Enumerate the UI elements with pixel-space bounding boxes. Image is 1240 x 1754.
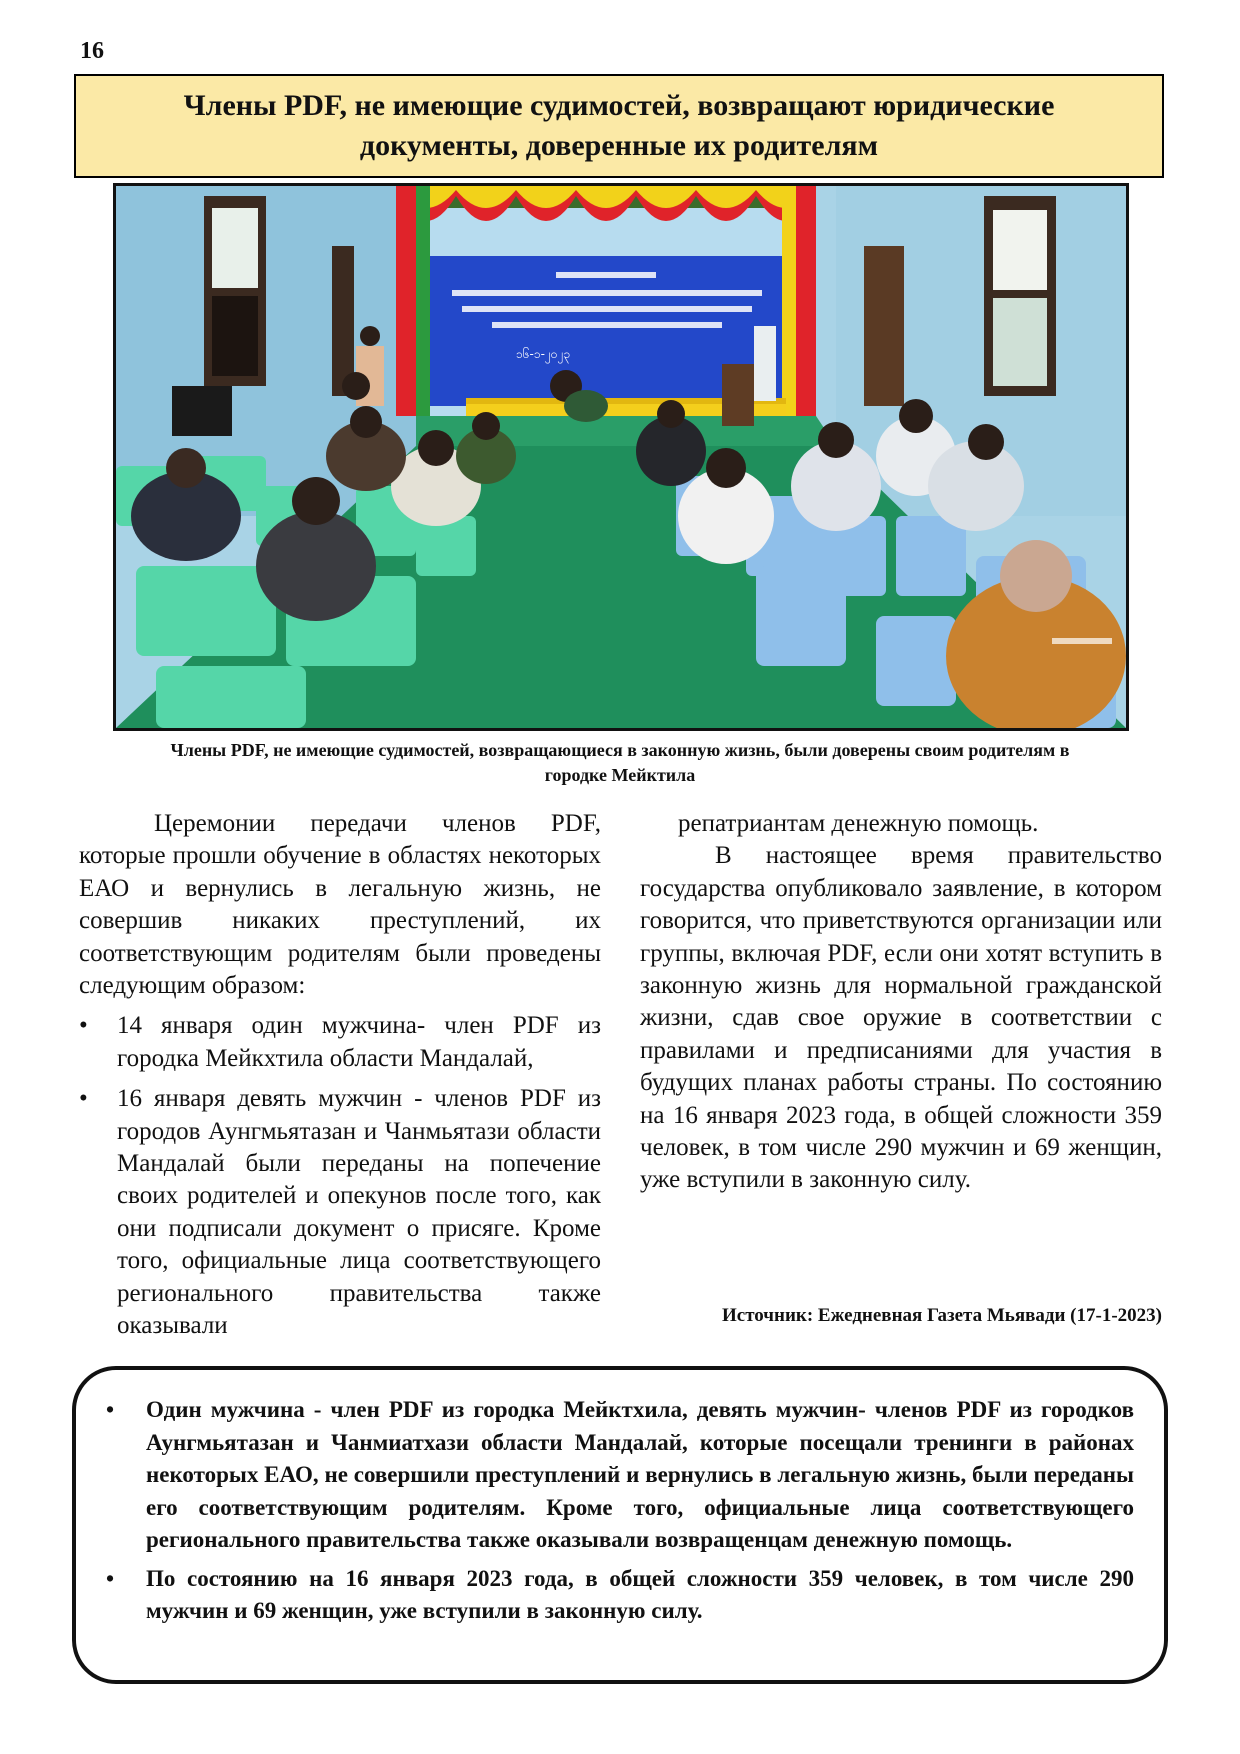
list-item-text: 16 января девять мужчин - членов PDF из городов Аунгмьятазан и Чанмьятази области Мандалай были переданы на попечение своих родителей и опекунов после того, как они подписали документ о присяге. Кроме того, официальные лица соответствующего регионального правительства также оказывали (117, 1085, 601, 1340)
summary-item-text: Один мужчина - член PDF из городка Мейктхила, девять мужчин- членов PDF из городков Аунгмьятазан и Чанмиатхази области Мандалай, которые посещали тренинги в районах некоторых ЕАО, не совершили преступлений и вернулись в легальную жизнь, были переданы его соответствующим родителям. Кроме того, официальные лица соответствующего регионального правительства также оказывали возвращенцам денежную помощь. (146, 1397, 1134, 1552)
page-number: 16 (80, 38, 104, 64)
bullet-icon: • (79, 1085, 88, 1113)
bullet-icon: • (106, 1397, 115, 1422)
photo-caption (90, 738, 1150, 788)
bullet-icon: • (79, 1012, 88, 1040)
title-line-1: Члены PDF, не имеющие судимостей, возвращают юридические (183, 88, 1055, 122)
right-column (640, 808, 1162, 1197)
ceremony-photo (113, 183, 1129, 731)
banner-date: ၁၆-၁-၂၀၂၃ (516, 347, 571, 361)
body-paragraph: В настоящее время правительство государства опубликовало заявление, в котором говорится, что приветствуются организации или группы, включая PDF, если они хотят вступить в законную жизнь для нормальной гражданской жизни, сдав свое оружие в соответствии с правилами и предписаниями для участия в будущих планах работы страны. По состоянию на 16 января 2023 года, в общей сложности 359 человек, в том числе 290 мужчин и 69 женщин, уже вступили в законную силу. (640, 842, 1162, 1194)
article-title (74, 74, 1164, 178)
list-item (79, 1010, 601, 1075)
bullet-icon: • (106, 1565, 115, 1591)
summary-item (98, 1394, 1134, 1557)
event-list (79, 1010, 601, 1342)
intro-paragraph: Церемонии передачи членов PDF, которые прошли обучение в областях некоторых ЕАО и вернулись в легальную жизнь, не совершив никаких преступлений, их соответствующим родителям были проведены следующим образом: (79, 810, 601, 1000)
list-item (79, 1083, 601, 1342)
summary-list (98, 1394, 1134, 1628)
caption-line-2: городке Мейктила (544, 765, 696, 786)
left-column (79, 808, 601, 1343)
title-line-2: документы, доверенные их родителям (359, 129, 879, 162)
summary-box (72, 1366, 1168, 1684)
summary-item-text: По состоянию на 16 января 2023 года, в общей сложности 359 человек, в том числе 290 мужчин и 69 женщин, уже вступили в законную силу. (146, 1565, 1134, 1623)
caption-line-1: Члены PDF, не имеющие судимостей, возвращающиеся в законную жизнь, были доверены своим родителям в (170, 740, 1070, 760)
summary-item (98, 1563, 1134, 1628)
source-note: Источник: Ежедневная Газета Мьявади (17-1-2023) (722, 1305, 1162, 1326)
list-item-text: 14 января один мужчина- член PDF из городка Мейкхтила области Мандалай, (117, 1012, 601, 1072)
continuation-text: репатриантам денежную помощь. (678, 810, 1039, 837)
